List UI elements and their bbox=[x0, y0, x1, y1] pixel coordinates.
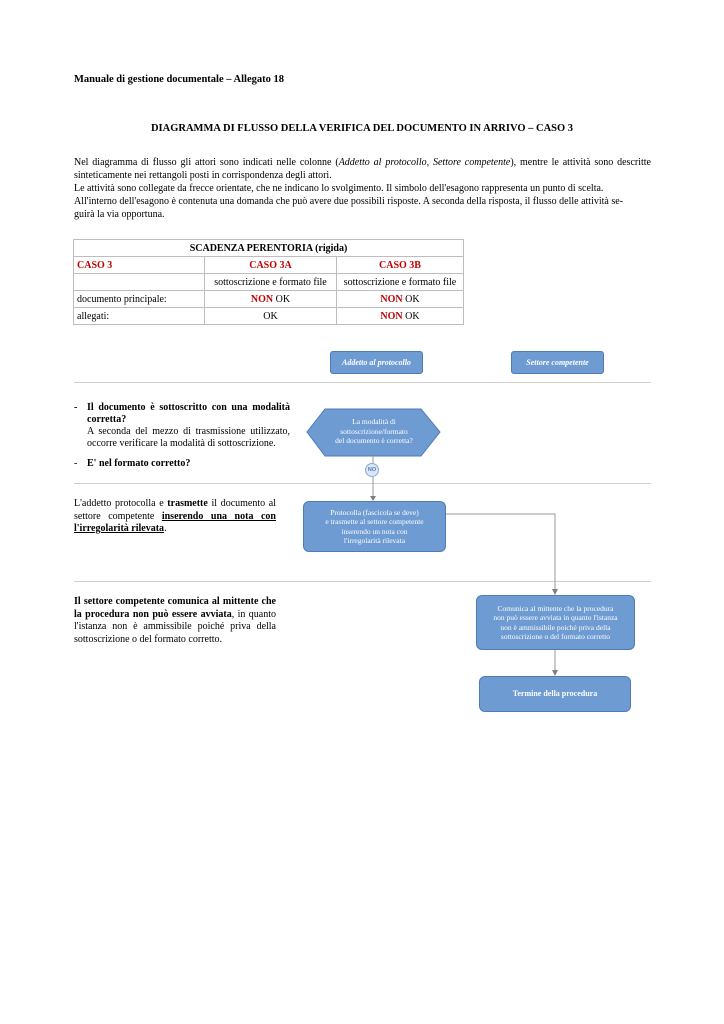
connector-line bbox=[446, 514, 555, 591]
case3-label: CASO 3 bbox=[74, 257, 205, 274]
case3a-value: OK bbox=[205, 308, 337, 325]
intro-paragraph-1: Nel diagramma di flusso gli attori sono indicati nelle colonne (Addetto al protocollo, Settore competente), mentre le attività sono descritte sinteticamente nei rettangoli posti in corrispondenza degli attori. bbox=[74, 157, 651, 181]
table-heading: SCADENZA PERENTORIA (rigida) bbox=[74, 240, 464, 257]
case3a-value: NON OK bbox=[205, 291, 337, 308]
actor-settore-competente: Settore competente bbox=[511, 351, 604, 374]
document-header: Manuale di gestione documentale – Allegato 18 bbox=[74, 74, 284, 85]
list-item: - E' nel formato corretto? bbox=[74, 458, 191, 469]
list-item: - Il documento è sottoscritto con una modalità corretta? A seconda del mezzo di trasmissione utilizzato, occorre verificare la modalità di sottoscrizione. bbox=[74, 402, 290, 449]
case3b-value: NON OK bbox=[337, 291, 464, 308]
end-procedure-box: Termine della procedura bbox=[479, 676, 631, 712]
diagram-title: DIAGRAMMA DI FLUSSO DELLA VERIFICA DEL DOCUMENTO IN ARRIVO – CASO 3 bbox=[150, 123, 574, 134]
decision-question: La modalità di sottoscrizione/formato del documento è corretta? bbox=[335, 417, 413, 445]
row-label: allegati: bbox=[74, 308, 205, 325]
actor-addetto-protocollo: Addetto al protocollo bbox=[330, 351, 423, 374]
notify-step-description: Il settore competente comunica al mittente che la procedura non può essere avviata, in quanto l'istanza non è ammissibile poiché priva della sottoscrizione o del formato corretto. bbox=[74, 596, 276, 645]
case3b-value: NON OK bbox=[337, 308, 464, 325]
case3b-sub: sottoscrizione e formato file bbox=[337, 274, 464, 291]
no-branch-label: NO bbox=[365, 463, 379, 477]
notify-sender-box: Comunica al mittente che la procedura non può essere avviata in quanto l'istanza non è ammissibile poiché priva della sottoscrizione o del formato corretto bbox=[476, 595, 635, 650]
protocol-step-description: L'addetto protocolla e trasmette il documento al settore competente inserendo una nota con l'irregolarità rilevata. bbox=[74, 498, 276, 534]
case3a-label: CASO 3A bbox=[205, 257, 337, 274]
protocol-activity-box: Protocolla (fascicola se deve) e trasmette al settore competente inserendo un nota con l'irregolarità rilevata bbox=[303, 501, 446, 552]
verification-bullets bbox=[74, 402, 290, 470]
case3a-sub: sottoscrizione e formato file bbox=[205, 274, 337, 291]
case3b-label: CASO 3B bbox=[337, 257, 464, 274]
intro-paragraph-2: Le attività sono collegate da frecce orientate, che ne indicano lo svolgimento. Il simbolo dell'esagono rappresenta un punto di scelta. All'interno dell'esagono è contenuta una domanda che può avere due possibili risposte. A seconda della risposta, il flusso delle attività se- guirà la via opportuna. bbox=[74, 183, 624, 220]
row-label: documento principale: bbox=[74, 291, 205, 308]
